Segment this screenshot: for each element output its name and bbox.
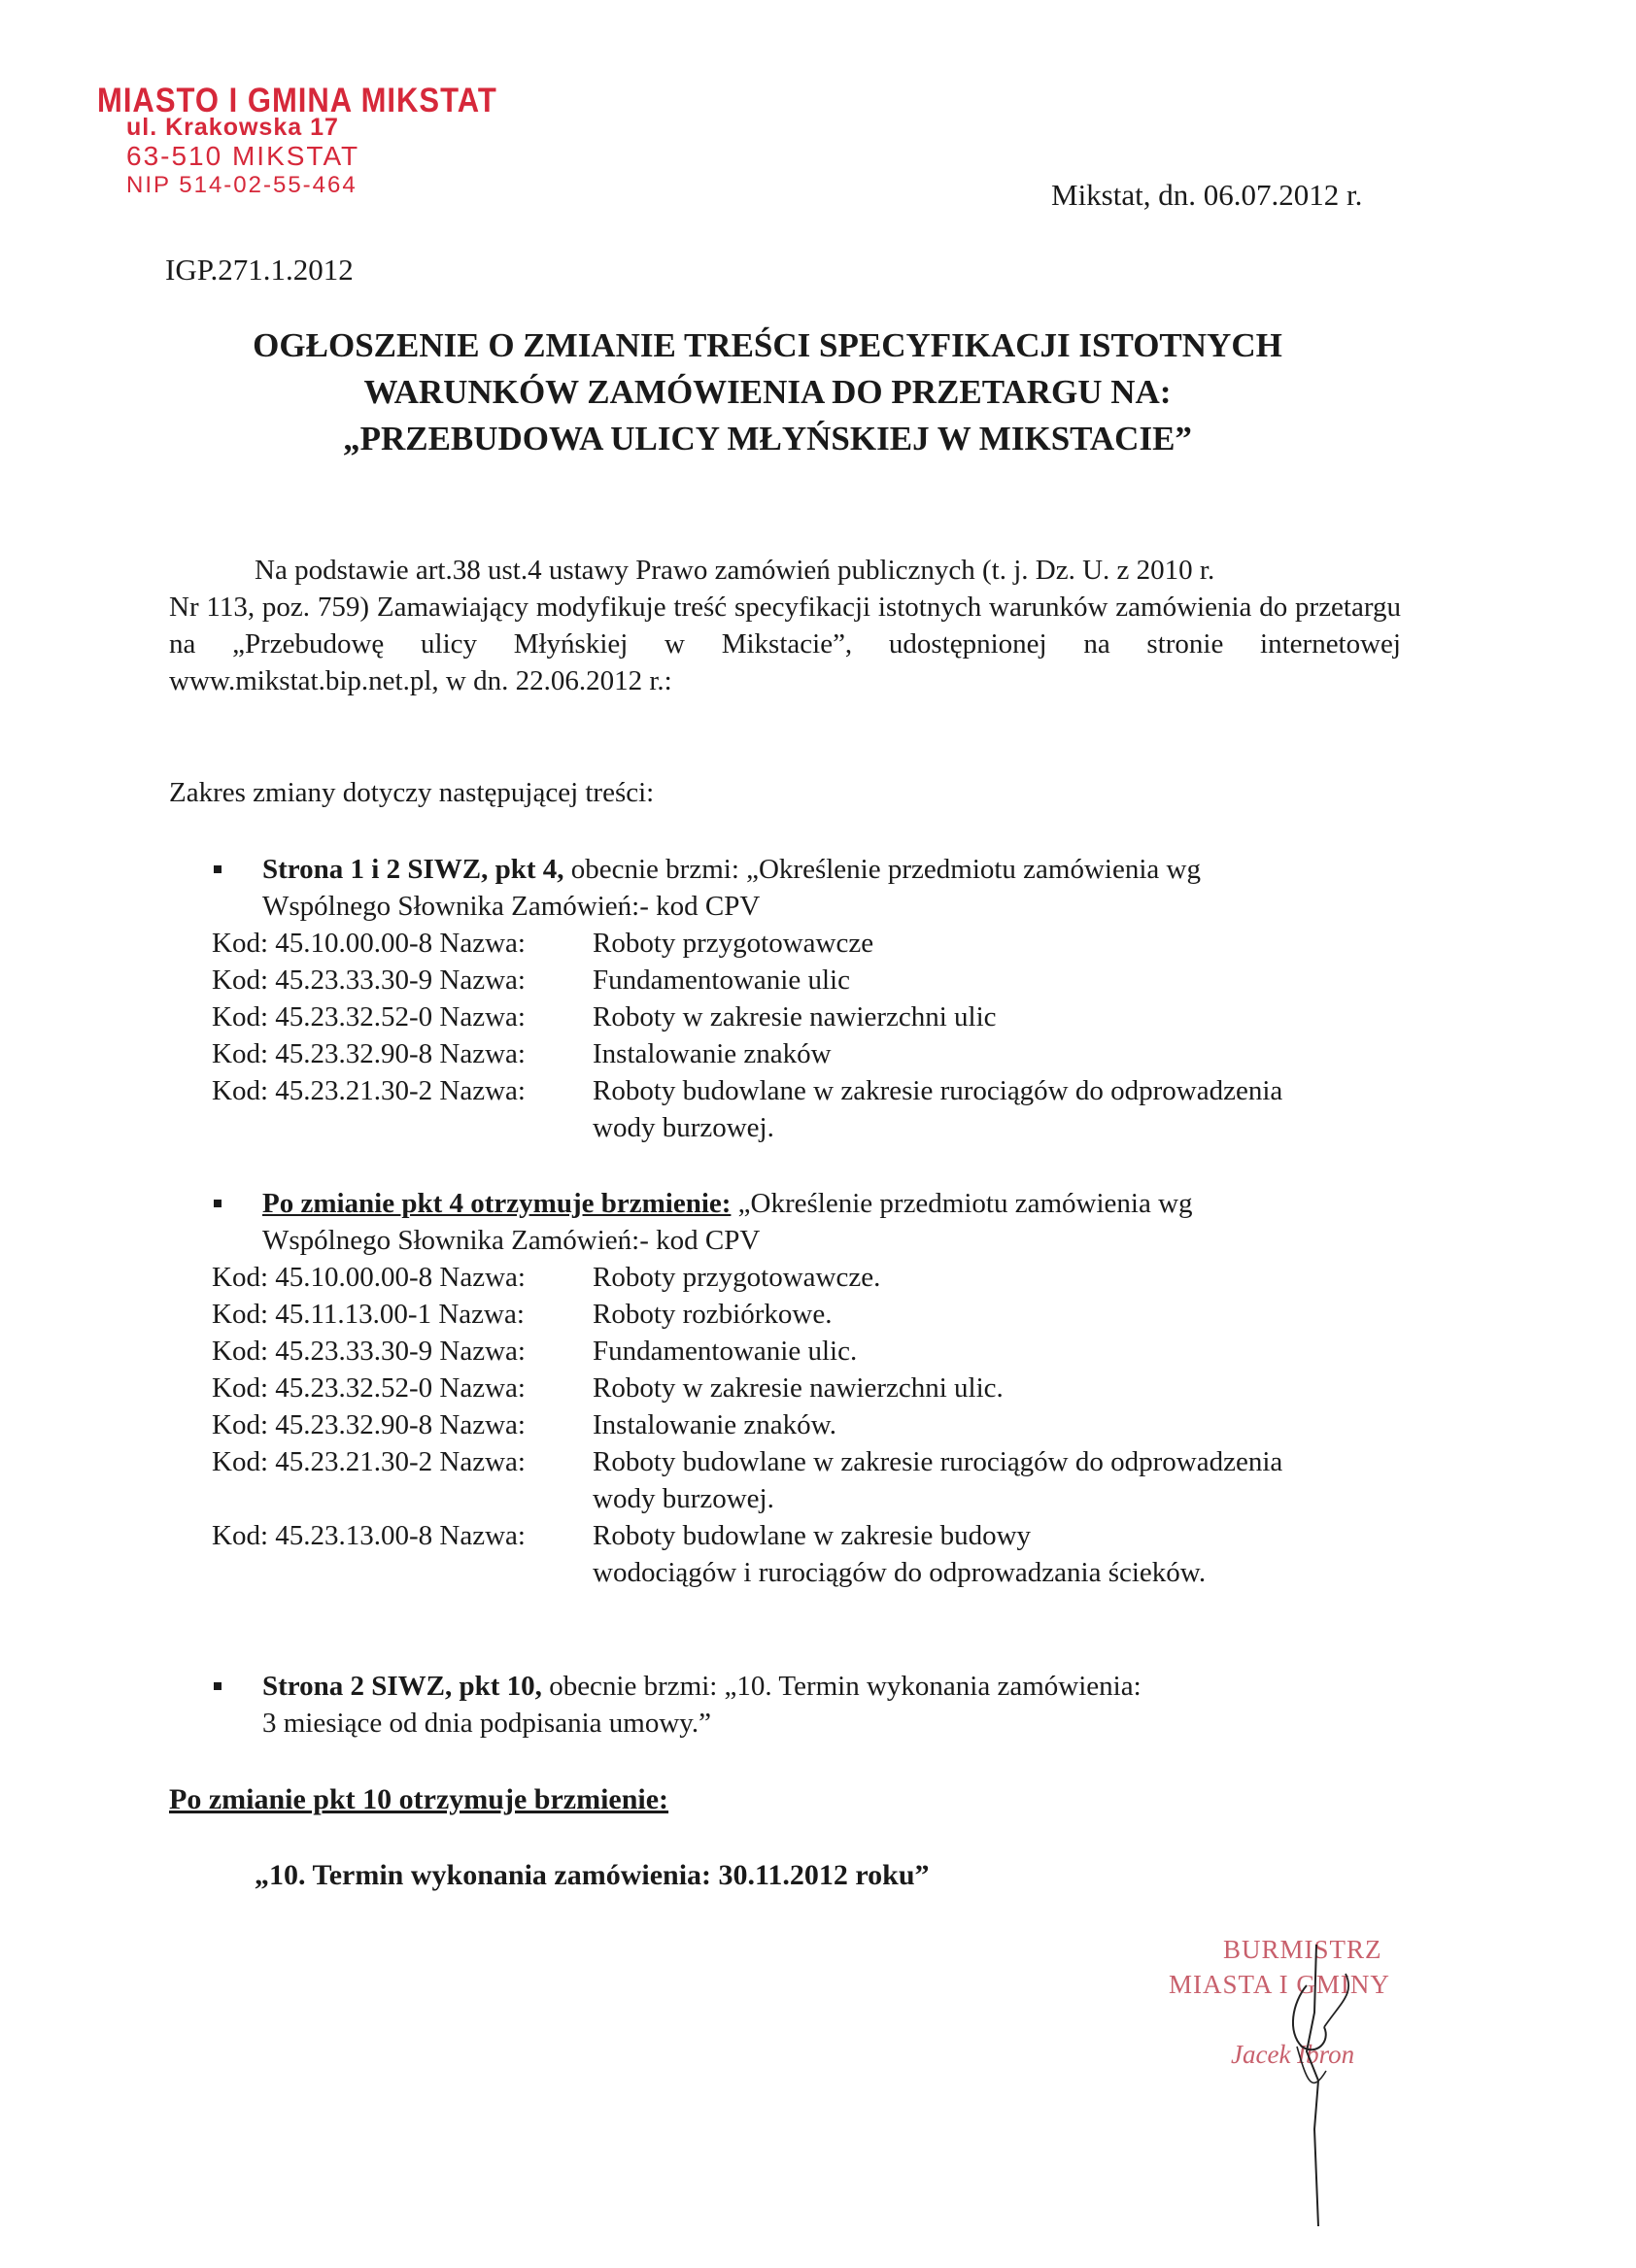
signature-name: Jacek Ibron [1231,2040,1355,2069]
cpv-row [169,962,1401,999]
stamp-line-3: 63-510 MIKSTAT [126,141,360,171]
cpv-description-cont: wodociągów i rurociągów do odprowadzania ścieków. [593,1557,1207,1588]
cpv-description-text: Roboty przygotowawcze. [593,1262,881,1293]
cpv-description [593,925,1401,962]
cpv-description-cont: wody burzowej. [593,1483,774,1514]
cpv-list [169,925,1401,1146]
cpv-list [169,1259,1401,1591]
intro-first-line: Na podstawie art.38 ust.4 ustawy Prawo zamówień publicznych (t. j. Dz. U. z 2010 r. [255,555,1215,586]
cpv-description [593,1035,1401,1072]
section-lead-cont: Wspólnego Słownika Zamówień:- kod CPV [262,1225,761,1256]
intro-paragraph [169,552,1401,699]
cpv-description-text: Instalowanie znaków [593,1038,832,1069]
section-lead-bold: Strona 2 SIWZ, pkt 10, [262,1671,542,1702]
bullet-icon [214,865,222,873]
cpv-description-text: Roboty budowlane w zakresie rurociągów do odprowadzenia [593,1446,1283,1477]
cpv-description [593,999,1401,1035]
cpv-row [169,1072,1401,1146]
cpv-description-text: Instalowanie znaków. [593,1409,836,1440]
place-date: Mikstat, dn. 06.07.2012 r. [1051,178,1363,212]
after-change-pkt10-heading: Po zmianie pkt 10 otrzymuje brzmienie: [169,1783,669,1815]
cpv-description [593,1443,1401,1517]
cpv-code: Kod: 45.23.21.30-2 Nazwa: [212,1075,526,1106]
cpv-description-text: Roboty budowlane w zakresie rurociągów do odprowadzenia [593,1075,1283,1106]
cpv-row [169,1296,1401,1333]
cpv-description [593,962,1401,999]
title-line-1: OGŁOSZENIE O ZMIANIE TREŚCI SPECYFIKACJI ISTOTNYCH [253,326,1282,364]
cpv-code: Kod: 45.23.32.52-0 Nazwa: [212,1001,526,1032]
section-lead-bold: Strona 1 i 2 SIWZ, pkt 4, [262,854,564,885]
signature-title-line-2: MIASTA I GMINY [1169,1970,1390,1999]
signature-title-line-1: BURMISTRZ [1223,1935,1382,1964]
reference-number: IGP.271.1.2012 [165,253,354,287]
final-statement: „10. Termin wykonania zamówienia: 30.11.2012 roku” [255,1859,930,1891]
title-line-2: WARUNKÓW ZAMÓWIENIA DO PRZETARGU NA: [363,373,1172,411]
cpv-code: Kod: 45.11.13.00-1 Nazwa: [212,1299,525,1330]
cpv-row [169,925,1401,962]
section-lead [169,851,1401,888]
cpv-description [593,1296,1401,1333]
cpv-code: Kod: 45.23.32.90-8 Nazwa: [212,1038,526,1069]
cpv-description-text: Fundamentowanie ulic. [593,1336,858,1367]
section-lead-text: „Określenie przedmiotu zamówienia wg [731,1188,1193,1219]
section-lead-cont: 3 miesiące od dnia podpisania umowy.” [262,1708,712,1739]
bullet-icon [214,1200,222,1207]
cpv-description-text: Roboty budowlane w zakresie budowy [593,1520,1032,1551]
cpv-description [593,1370,1401,1406]
cpv-code: Kod: 45.23.32.90-8 Nazwa: [212,1409,526,1440]
cpv-row [169,999,1401,1035]
title-line-3: „PRZEBUDOWA ULICY MŁYŃSKIEJ W MIKSTACIE” [343,420,1192,457]
cpv-description-text: Roboty w zakresie nawierzchni ulic [593,1001,997,1032]
cpv-code: Kod: 45.10.00.00-8 Nazwa: [212,928,526,959]
cpv-code: Kod: 45.23.33.30-9 Nazwa: [212,965,526,996]
cpv-description-cont: wody burzowej. [593,1112,774,1143]
organization-stamp [97,80,497,200]
cpv-code: Kod: 45.23.32.52-0 Nazwa: [212,1372,526,1404]
cpv-row [169,1035,1401,1072]
cpv-description-text: Roboty przygotowawcze [593,928,874,959]
section-lead [169,1668,1401,1705]
cpv-code: Kod: 45.23.13.00-8 Nazwa: [212,1520,526,1551]
section-current-pkt4 [169,851,1401,1146]
section-changed-pkt4 [169,1185,1401,1591]
cpv-row [169,1443,1401,1517]
cpv-description [593,1333,1401,1370]
cpv-row [169,1517,1401,1591]
cpv-description [593,1072,1401,1146]
cpv-description [593,1517,1401,1591]
stamp-line-1: MIASTO I GMINA MIKSTAT [97,80,497,119]
section-current-pkt10 [169,1668,1401,1742]
cpv-description-text: Roboty w zakresie nawierzchni ulic. [593,1372,1004,1404]
cpv-row [169,1259,1401,1296]
document-title [146,322,1389,462]
section-lead-text: obecnie brzmi: „Określenie przedmiotu zamówienia wg [563,854,1201,885]
section-lead-bold: Po zmianie pkt 4 otrzymuje brzmienie: [262,1188,732,1219]
signature-block [1161,1935,1482,2246]
cpv-code: Kod: 45.23.33.30-9 Nazwa: [212,1336,526,1367]
scope-heading: Zakres zmiany dotyczy następującej treści: [169,777,655,808]
cpv-row [169,1406,1401,1443]
section-lead-text: obecnie brzmi: „10. Termin wykonania zamówienia: [541,1671,1142,1702]
stamp-line-2: ul. Krakowska 17 [126,114,339,141]
cpv-description [593,1406,1401,1443]
cpv-description-text: Roboty rozbiórkowe. [593,1299,833,1330]
stamp-line-4: NIP 514-02-55-464 [126,172,358,198]
cpv-code: Kod: 45.23.21.30-2 Nazwa: [212,1446,526,1477]
cpv-row [169,1333,1401,1370]
cpv-description [593,1259,1401,1296]
intro-rest: Nr 113, poz. 759) Zamawiający modyfikuje treść specyfikacji istotnych warunków zamówienia do przetargu na „Przebudowę ulicy Młyńskiej w Mikstacie”, udostępnionej na stronie internetowej www.mikstat.bip.net.pl, w dn. 22.06.2012 r.: [169,592,1401,696]
section-lead-cont: Wspólnego Słownika Zamówień:- kod CPV [262,891,761,922]
bullet-icon [214,1682,222,1690]
cpv-row [169,1370,1401,1406]
section-lead [169,1185,1401,1222]
handwritten-signature [1161,1935,1482,2246]
cpv-code: Kod: 45.10.00.00-8 Nazwa: [212,1262,526,1293]
cpv-description-text: Fundamentowanie ulic [593,965,850,996]
